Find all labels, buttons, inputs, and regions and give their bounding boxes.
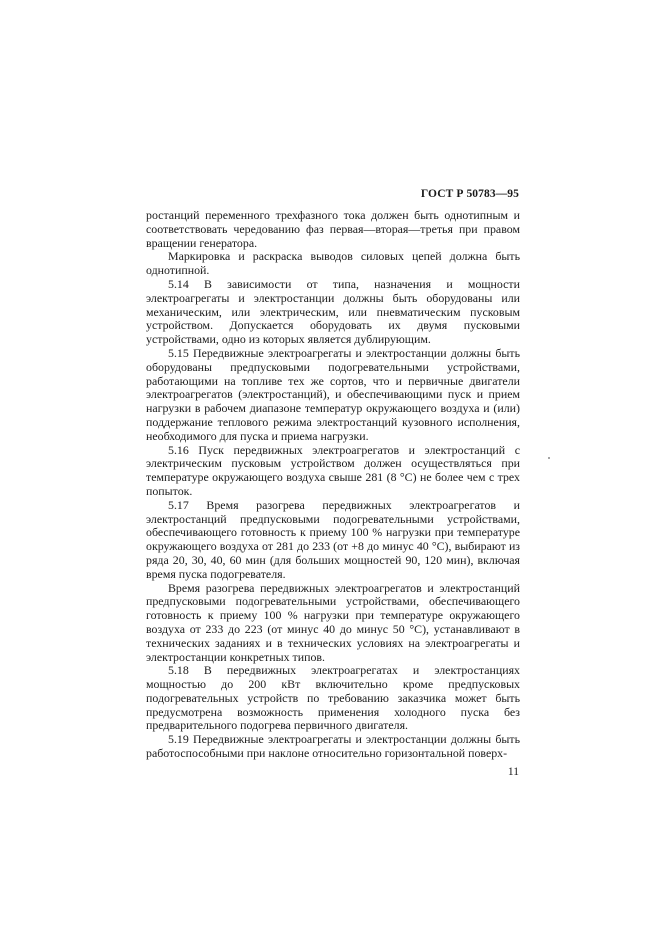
scan-speck	[548, 457, 550, 459]
paragraph-clause-5-18: 5.18 В передвижных электроагрегатах и электростанциях мощностью до 200 кВт включительно кроме предпусковых подогревательных устройств по требованию заказчика может быть предусмотрена возможность применения холодного пуска без предварительного подогрева первичного двигателя.	[146, 663, 520, 733]
paragraph-clause-5-14: 5.14 В зависимости от типа, назначения и мощности электроагрегаты и электростанции должны быть оборудованы или механическим, или электрическим, или пневматическим пусковым устройством. Допускается оборудовать их двумя пусковыми устройствами, одно из которых является дублирующим.	[146, 276, 520, 347]
paragraph: Время разогрева передвижных электроагрегатов и электростанций предпусковыми подогревательными устройствами, обеспечивающего готовность к приему 100 % нагрузки при температуре окружающего воздуха от 233 до 223 (от минус 40 до минус 50 °С), устанавливают в технических заданиях и в технических условиях на электроагрегаты и электростанции конкретных типов.	[146, 580, 520, 664]
document-code: ГОСТ Р 50783—95	[420, 188, 519, 200]
paragraph-clause-5-16: 5.16 Пуск передвижных электроагрегатов и электростанций с электрическим пусковым устройством должен осуществляться при температуре окружающего воздуха свыше 281 (8 °С) не более чем с трех попыток.	[146, 442, 520, 498]
paragraph: ростанций переменного трехфазного тока должен быть однотипным и соответствовать чередованию фаз первая—вторая—третья при правом вращении генератора.	[146, 208, 520, 250]
paragraph-clause-5-19: 5.19 Передвижные электроагрегаты и электростанции должны быть работоспособными при наклоне относительно горизонтальной поверх-	[146, 732, 520, 761]
page-number: 11	[507, 766, 519, 778]
paragraph: Маркировка и раскраска выводов силовых цепей должна быть однотипной.	[146, 249, 520, 278]
body-text	[146, 209, 520, 761]
paragraph-clause-5-17: 5.17 Время разогрева передвижных электроагрегатов и электростанций предпусковыми подогревательными устройствами, обеспечивающего готовность к приему 100 % нагрузки при температуре окружающего воздуха от 281 до 233 (от +8 до минус 40 °С), выбирают из ряда 20, 30, 40, 60 мин (для больших мощностей 90, 120 мин), включая время пуска подогревателя.	[146, 497, 520, 581]
paragraph-clause-5-15: 5.15 Передвижные электроагрегаты и электростанции должны быть оборудованы предпусковыми подогревательными устройствами, работающими на топливе тех же сортов, что и первичные двигатели электроагрегатов (электростанций), и обеспечивающими пуск и прием нагрузки в рабочем диапазоне температур окружающего воздуха и (или) поддержание теплового режима электростанций кузовного исполнения, необходимого для пуска и приема нагрузки.	[146, 345, 520, 443]
